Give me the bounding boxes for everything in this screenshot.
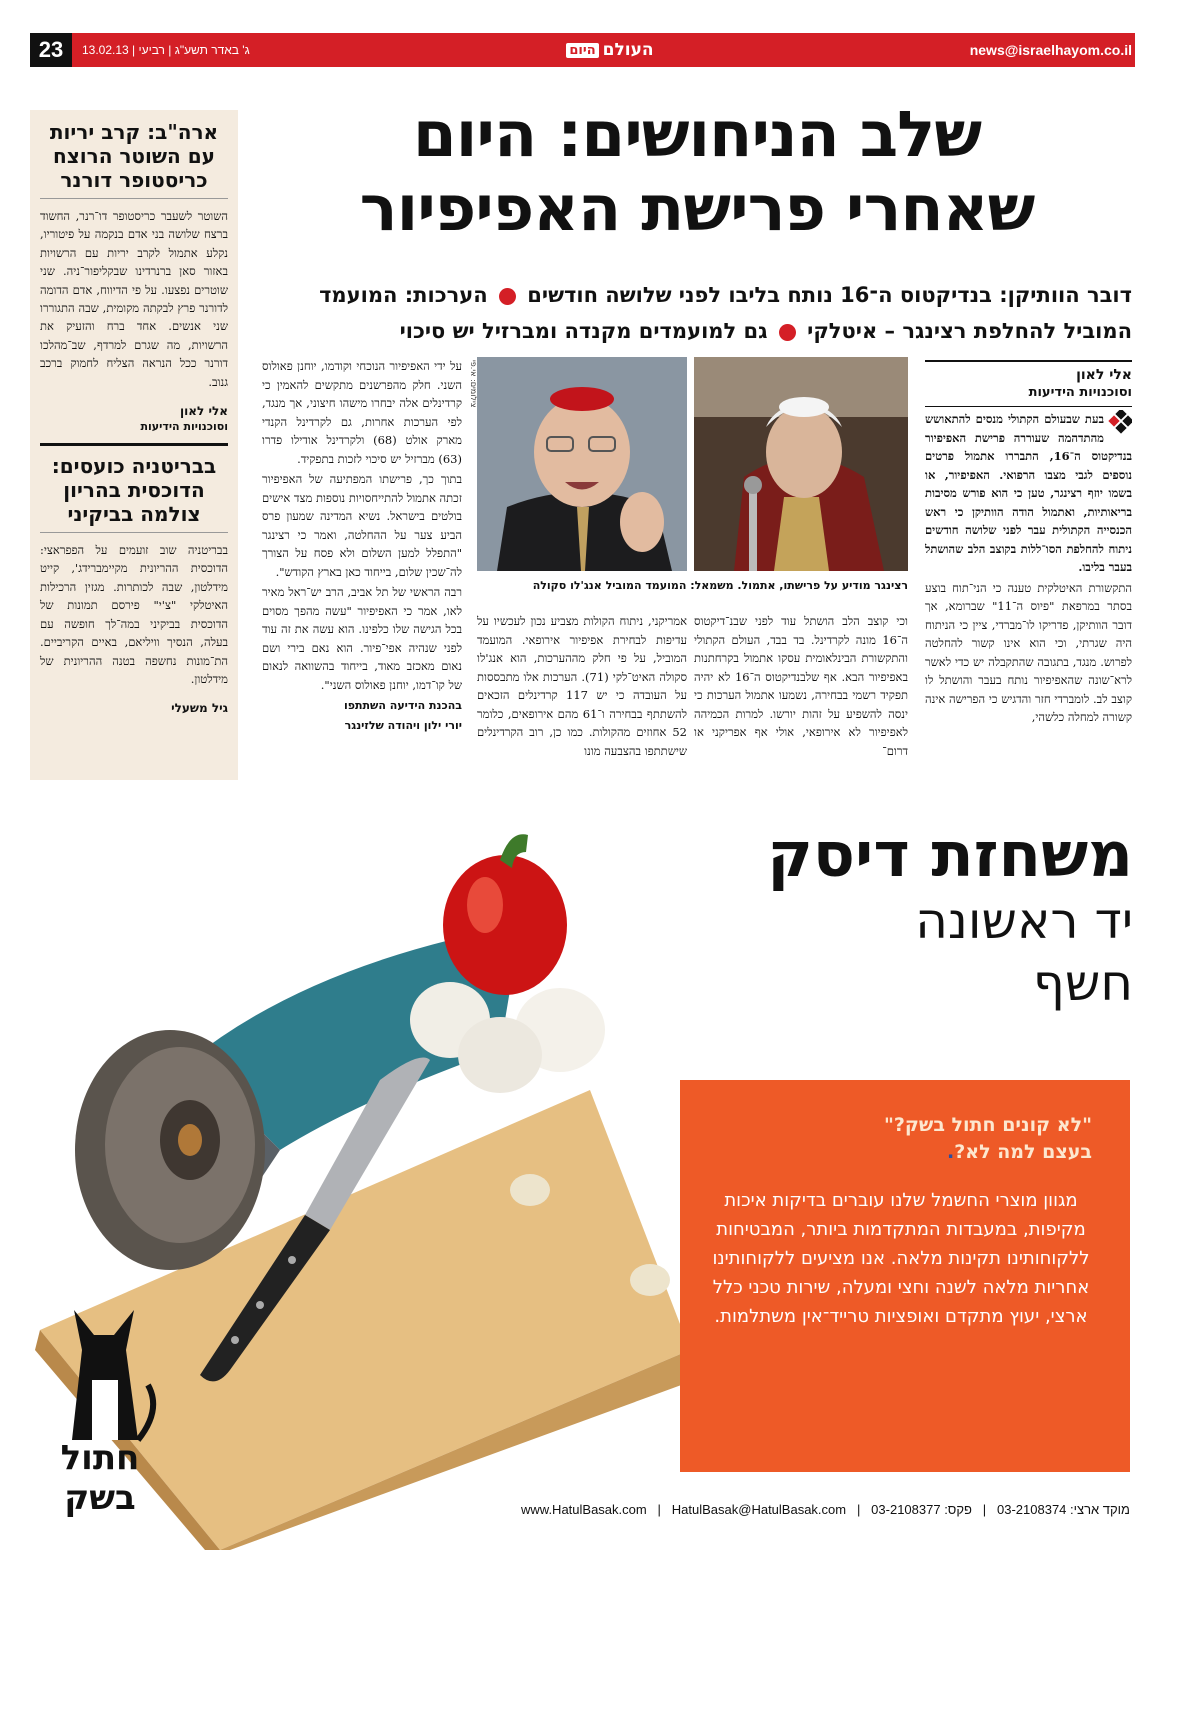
subhead-part-4: גם למועמדים מקנדה ומברזיל יש סיכוי xyxy=(399,319,768,343)
contact-hotline: מוקד ארצי: 03-2108374 xyxy=(997,1502,1130,1517)
ad-title-line-2: יד ראשונה xyxy=(915,892,1133,950)
subheadline xyxy=(262,277,1132,349)
issue-date: ג' באדר תשע"ג | רביעי | 13.02.13 xyxy=(82,43,250,57)
sidebar-story1-text: השוטר לשעבר כריסטופר דו־רנר, החשוד ברצח שלושה בני אדם בנקמה על פיטוריו, נקלע אתמול לקרב יריות עם הרשויות באזור סאן ברנרדינו שבקליפור־ניה. שני שוטרים נפצעו. על פי הדיווח, אדם הדומה לדורנר פרץ לבקתה מקומית, שבה התגוררו שני אנשים. אחד ברח והזעיק את הרשויות, מה שגרם למרדף, שב־מהלכו דורנר ככל הנראה הצליח לחמוק ברכב גנוב. xyxy=(40,209,228,389)
red-bullet-icon xyxy=(779,324,796,341)
contributors-label: בהכנת הידיעה השתתפו xyxy=(344,699,462,712)
cardinal-photo xyxy=(477,357,687,571)
byline-name: אלי לאון xyxy=(1076,367,1132,383)
sidebar-story1-title: ארה"ב: קרב יריות עם השוטר הרוצח כריסטופר דורנר xyxy=(49,120,219,192)
article-paragraph: רבה הראשי של תל אביב, הרב יש־ראל מאיר לאו, אמר כי האפיפיור "עשה מהפך מסוים בכל הגישה שלו כלפינו. הוא עשה את זה עוד לפני שנהיה אפי־פיור. הוא נאם בירי ושם נאום מאכזב מאוד, בייחוד בהשוואה לנאום של קו־דמו, יוחנן פאולוס השני". xyxy=(262,585,462,692)
photo-credit: צילומים: אי.פי xyxy=(469,360,478,408)
news-sidebar xyxy=(30,110,238,780)
blue-dot-icon: . xyxy=(947,1141,955,1163)
article-column-4 xyxy=(262,357,462,780)
contact-website[interactable]: www.HatulBasak.com xyxy=(521,1502,647,1517)
ad-quote-line-2 xyxy=(710,1139,1092,1166)
sidebar-story1-agency: וסוכנויות הידיעות xyxy=(140,420,228,434)
section-title xyxy=(540,36,680,64)
headline-line-1: שלב הניחושים: היום xyxy=(412,98,982,171)
page-number: 23 xyxy=(30,33,72,67)
ad-contact-line: מוקד ארצי: 03-2108374 | פקס: 03-2108377 | www.HatulBasak.com | HatulBasak@HatulBasak.com xyxy=(521,1502,1130,1517)
sidebar-story2-byline: גיל משעלי xyxy=(171,701,228,716)
headline-line-2: שאחרי פרישת האפיפיור xyxy=(359,172,1035,245)
pope-photo xyxy=(694,357,908,571)
red-bullet-icon xyxy=(499,288,516,305)
ad-title xyxy=(767,820,1133,1014)
advertisement xyxy=(30,790,1135,1550)
cardinal-illustration xyxy=(477,357,687,571)
sidebar-divider xyxy=(40,198,228,199)
logo-line-1: חתול xyxy=(60,1438,140,1478)
article-lead: בעת שבעולם הקתולי מנסים להתאושש מהתדהמה שעוררה פרישת האפיפיור בנדיקטוס ה־16, התבררו אתמול פרטים נוספים לגבי מצבו הרפואי. האפיפיור, או בשמו יוזף רצינגר, טען כי הוא פורש מסיבות בריאותיות, ואתמול הודה הוותיקן כי ראש הכנסייה הקתולית עבר לפני שלושה חודשים ניתוח להחלפת הסו־ללות בקוצב הלב שהושתל בעבר בליבו. xyxy=(925,412,1132,574)
article-byline xyxy=(925,360,1132,407)
pope-illustration xyxy=(694,357,908,571)
article-paragraph: אמריקני, ניתוח הקולות מצביע נכון לעכשיו על עדיפות לבחירת אפיפיור אירופאי. המועמד המוביל, על פי חלק מההערכות, הוא אנג'לו סקולה האיט־לקי (71). הערכות אלו מתבססות על העובדה כי יש 117 קרדינלים הזכאים להשתתף בבחירה ו־61 מהם אירופאים, כלומר 52 אחוזים מהקולות. כמו כן, רוב הקרדינלים שישתתפו בהצבעה מונו xyxy=(477,614,687,758)
sidebar-story2-title: בבריטניה כועסים: הדוכסית בהריון צולמה בביקיני xyxy=(51,454,217,527)
contact-email[interactable]: HatulBasak@HatulBasak.com xyxy=(671,1502,847,1517)
news-email[interactable]: news@israelhayom.co.il xyxy=(969,42,1132,58)
sidebar-thick-divider xyxy=(40,443,228,446)
section-name: העולם xyxy=(602,40,654,60)
article-paragraph: על ידי האפיפיור הנוכחי וקודמו, יוחנן פאולוס השני. חלק מהפרשנים מתקשים להאמין כי קרדינלים אלה יבחרו מישהו חיצוני, אך מנגד, לפי הערכות אחרות, גם לקרדינל הקנדי מארק אולט (68) ולקרדינל אודילו פדרו (63) מברזיל יש סיכוי לזכות בתפקיד. xyxy=(262,359,462,466)
diamond-ornament-icon xyxy=(1110,410,1132,432)
brand-logo-text xyxy=(60,1438,140,1518)
ad-body: מגוון מוצרי החשמל שלנו עוברים בדיקות איכות מקיפות, במעבדות המתקדמות ביותר, המבטיחות ללקוחותינו תקינות מלאה. אנו מציעים ללקוחותינו אחריות מלאה לשנה וחצי ומעלה, שירות טכני כלל ארצי, יעוץ מתקדם ואופציות טרייד־אין משתלמות. xyxy=(712,1190,1090,1327)
ad-quote-text: בעצם למה לא? xyxy=(954,1141,1092,1163)
subhead-part-2: הערכות: המועמד xyxy=(319,283,488,307)
logo-line-2: בשק xyxy=(64,1478,136,1518)
sidebar-story1-byline: אלי לאון xyxy=(180,404,228,419)
article-column-2 xyxy=(694,612,908,780)
article-column-3 xyxy=(477,612,687,780)
ad-title-line-1: משחזת דיסק xyxy=(767,818,1133,891)
ad-text-box xyxy=(680,1080,1130,1472)
subhead-part-1: דובר הוותיקן: בנדיקטוס ה־16 נותח בליבו לפני שלושה חודשים xyxy=(527,283,1132,307)
article-paragraph: התקשורת האיטלקית טענה כי הני־תוח בוצע בסתר במרפאת "פיוס ה־11" שברומא, אך דובר הוותיקן, פדריקו לו־מברדי, ציין כי הניתוח היה שגרתי, וכי הוא אינו קשור להחלטה לפרוש. מנגד, בתגובה שהתקבלה יש כדי לאשר לרא־שונה שהאפיפיור נותח בעבר והושתל לו קוצב לב. לומברדי חזר והדגיש כי הפרישה אינה קשורה למחלה כלשהי, xyxy=(925,580,1132,724)
contributors-names: יורי ילון ויהודה שלזינגר xyxy=(344,719,462,732)
contact-fax: פקס: 03-2108377 xyxy=(871,1502,972,1517)
photo-caption: רצינגר מודיע על פרישתו, אתמול. משמאל: המועמד המוביל אנג'לו סקולה xyxy=(532,579,908,592)
main-headline xyxy=(262,98,1132,246)
article-paragraph: בתוך כך, פרישתו המפתיעה של האפיפיור זכתה אתמול להתייחסויות נוספות מצד אישים בולטים בישראל. נשיא המדינה שמעון פרס הביע צער על ההחלטה, ואמר כי רצינגר "התפלל למען השלום ולא פסח על הצורך לה־שכין שלום, בייחוד כאן בארץ הקודש". xyxy=(262,472,462,579)
sidebar-divider xyxy=(40,532,228,533)
article-column-1 xyxy=(925,410,1132,780)
sidebar-story2-text: בבריטניה שוב זועמים על הפפראצי: הדוכסית ההריונית מקיימברידג', קייט מידלטון, שבה לכותרות. מגזין הרכילות האיטלקי "צ'י" פירסם תמונות של הדוכסית בביקיני במה־לך חופשה עם בעלה, הנסיך וויליאם, באיים הקריביים. הת־מונות נחשפה בטנה ההריונית של מידלטון. xyxy=(40,543,228,686)
ad-quote-line-1: "לא קונים חתול בשק?" xyxy=(884,1114,1092,1136)
ad-title-line-3: חשף xyxy=(1032,954,1133,1012)
article-paragraph: וכי קוצב הלב הושתל עוד לפני שבנ־דיקטוס ה־16 מונה לקרדינל. בד בבד, העולם הקתולי והתקשורת הבינלאומית עסקו אתמול בקרחתנות באפיפיור הבא. אף שלבנדיקטוס ה־16 לא יהיה תפקיד רשמי בבחירה, נשמעו אתמול הערכות כי ינסה להשפיע על זהות יורשו. למרות הכמיהה לאפיפיור לא אירופאי, אולי אף אפריקני או דרום־ xyxy=(694,614,908,758)
byline-agency: וסוכנויות הידיעות xyxy=(925,384,1132,407)
section-box: היום xyxy=(566,43,598,58)
subhead-part-3: המוביל להחלפת רצינגר – איטלקי xyxy=(807,319,1132,343)
